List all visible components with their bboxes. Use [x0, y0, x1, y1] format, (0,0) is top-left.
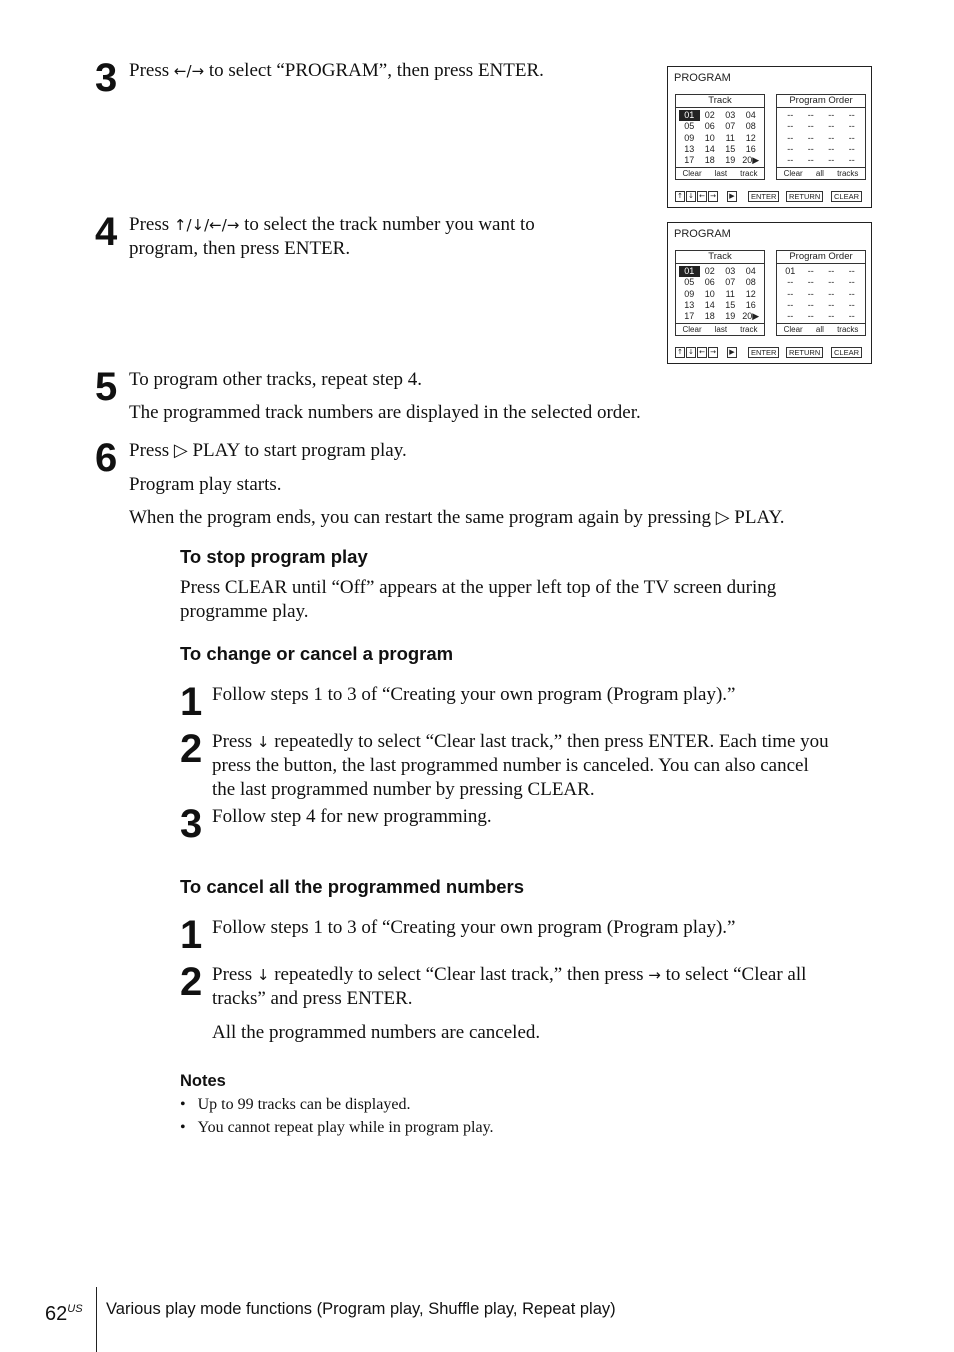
grid-cell: -- [787, 299, 794, 310]
program-screen-before [667, 66, 872, 208]
step-text: Follow steps 1 to 3 of “Creating your own program (Program play).” [212, 917, 736, 938]
grid-cell: -- [848, 266, 855, 276]
grid-cell: -- [848, 277, 855, 288]
grid-cell: -- [828, 277, 835, 288]
grid-cell: 19 [725, 155, 736, 166]
page-number: $62^{US}$ [45, 1303, 83, 1325]
step-text: Follow step 4 for new programming. [212, 806, 492, 827]
grid-cell: 03 [725, 266, 736, 276]
program-order-panel [776, 250, 866, 336]
play-icon: ▷ [715, 507, 730, 528]
grid-cell: -- [807, 266, 814, 276]
grid-cell: 07 [725, 277, 736, 288]
grid-cell: 08 [745, 277, 756, 288]
grid-cell: -- [828, 266, 835, 276]
step-3-text [129, 59, 544, 83]
arrow-keys-icon: ↑ ↓ ← → [675, 347, 718, 358]
grid-cell: -- [787, 155, 794, 166]
grid-cell: 06 [704, 121, 715, 132]
grid-cell: 04 [745, 110, 756, 120]
step-text: To program other tracks, repeat step 4. [129, 369, 423, 390]
down-arrow-icon: ↓ [256, 733, 270, 751]
direction-arrows-icon: ↑/↓/←/→ [173, 216, 240, 234]
grid-cell: -- [828, 288, 835, 299]
step-number: 1 [180, 913, 202, 957]
grid-cell: 02 [704, 266, 715, 276]
footer-divider [96, 1287, 97, 1352]
program-order-header: Program Order [777, 251, 865, 264]
grid-cell: -- [807, 299, 814, 310]
grid-cell: -- [828, 121, 835, 132]
screen-title: PROGRAM [674, 72, 731, 84]
grid-cell: -- [848, 311, 855, 322]
grid-cell: 05 [684, 121, 695, 132]
clear-key: CLEAR [831, 191, 862, 202]
grid-cell: -- [828, 311, 835, 322]
clear-all-tracks: Clear all tracks [777, 167, 865, 179]
grid-cell: -- [807, 132, 814, 143]
clear-all-tracks: Clear all tracks [777, 323, 865, 335]
grid-cell: 03 [725, 110, 736, 120]
step-text: The programmed track numbers are displayed in the selected order. [129, 402, 641, 423]
grid-cell: -- [807, 155, 814, 166]
clear-last-track: Clear last track [676, 167, 764, 179]
track-grid [679, 266, 761, 322]
footer-title: Various play mode functions (Program play, Shuffle play, Repeat play) [106, 1300, 616, 1318]
step-text: Press [129, 60, 174, 81]
grid-cell: 12 [745, 132, 756, 143]
grid-cell: 18 [704, 155, 715, 166]
grid-cell: 04 [745, 266, 756, 276]
step-text: Follow steps 1 to 3 of “Creating your own program (Program play).” [212, 684, 736, 705]
grid-cell: 01 [785, 266, 796, 276]
step-number: 2 [180, 727, 202, 771]
program-screen-after [667, 222, 872, 364]
grid-cell: 09 [684, 132, 695, 143]
notes-heading: Notes [180, 1072, 226, 1090]
grid-cell: 14 [704, 143, 715, 154]
grid-cell: -- [828, 155, 835, 166]
play-key-icon: ▶ [727, 191, 737, 202]
left-right-arrow-icon: ←/→ [173, 62, 205, 80]
grid-cell: -- [848, 155, 855, 166]
grid-cell: 16 [745, 143, 756, 154]
grid-cell: 20▶ [742, 311, 760, 322]
grid-cell: 13 [684, 143, 695, 154]
grid-cell: 18 [704, 311, 715, 322]
step-text: When the program ends, you can restart the same program again by pressing ▷ PLAY. [129, 507, 785, 528]
grid-cell: 10 [704, 132, 715, 143]
section-heading: To change or cancel a program [180, 643, 454, 664]
grid-cell: 17 [684, 311, 695, 322]
grid-cell: 10 [704, 288, 715, 299]
step-number: 5 [95, 365, 117, 409]
grid-cell: -- [787, 132, 794, 143]
grid-cell: -- [787, 277, 794, 288]
step-text: Program play starts. [129, 474, 282, 495]
note-item: • Up to 99 tracks can be displayed. [180, 1096, 411, 1113]
grid-cell: -- [807, 311, 814, 322]
grid-cell: -- [828, 143, 835, 154]
step-number: 6 [95, 436, 117, 480]
section-heading: To cancel all the programmed numbers [180, 876, 525, 897]
grid-cell: -- [787, 311, 794, 322]
grid-cell: -- [787, 288, 794, 299]
step-text: to select the track number you want to [239, 214, 535, 235]
grid-cell: 19 [725, 311, 736, 322]
grid-cell: 07 [725, 121, 736, 132]
grid-cell: 09 [684, 288, 695, 299]
note-item: • You cannot repeat play while in program play. [180, 1119, 494, 1136]
grid-cell: -- [848, 288, 855, 299]
grid-cell: -- [787, 121, 794, 132]
clear-key: CLEAR [831, 347, 862, 358]
screen-button-row [675, 191, 865, 202]
step-6-text: Press ▷ PLAY to start program play. [129, 440, 407, 461]
grid-cell: -- [828, 299, 835, 310]
arrow-keys-icon: ↑ ↓ ← → [675, 191, 718, 202]
grid-cell: -- [807, 143, 814, 154]
grid-cell: -- [787, 110, 794, 120]
step-number: 3 [95, 56, 117, 100]
grid-cell: 11 [725, 132, 735, 143]
grid-cell: -- [807, 110, 814, 120]
grid-cell: -- [807, 288, 814, 299]
step-4-text [129, 213, 535, 261]
track-grid [679, 110, 761, 166]
grid-cell: 02 [704, 110, 715, 120]
step-text: Press ↓ repeatedly to select “Clear last track,” then press → to select “Clear all tracks” and press ENTER. [212, 964, 807, 1009]
step-text: Press ↓ repeatedly to select “Clear last track,” then press ENTER. Each time you press the button, the last programmed number is canceled. You can also cancel the last programmed number by pressing CLEAR. [212, 731, 829, 800]
grid-cell: 13 [684, 299, 695, 310]
grid-cell: 17 [684, 155, 695, 166]
grid-cell: 01 [679, 110, 700, 121]
grid-cell: 15 [725, 299, 736, 310]
grid-cell: -- [848, 132, 855, 143]
play-key-icon: ▶ [727, 347, 737, 358]
section-text: Press CLEAR until “Off” appears at the upper left top of the TV screen during programme play. [180, 577, 777, 622]
grid-cell: -- [828, 132, 835, 143]
grid-cell: 01 [679, 266, 700, 277]
step-number: 3 [180, 802, 202, 846]
step-number: 4 [95, 210, 117, 254]
step-text: Press [129, 214, 174, 235]
track-header: Track [676, 251, 764, 264]
grid-cell: -- [828, 110, 835, 120]
return-key: RETURN [786, 347, 823, 358]
section-heading: To stop program play [180, 546, 368, 567]
track-panel [675, 250, 765, 336]
track-panel [675, 94, 765, 180]
grid-cell: -- [807, 121, 814, 132]
grid-cell: 05 [684, 277, 695, 288]
program-order-grid [780, 110, 862, 166]
grid-cell: -- [848, 299, 855, 310]
grid-cell: -- [787, 143, 794, 154]
track-header: Track [676, 95, 764, 108]
program-order-header: Program Order [777, 95, 865, 108]
grid-cell: 14 [704, 299, 715, 310]
grid-cell: 16 [745, 299, 756, 310]
down-arrow-icon: ↓ [256, 966, 270, 984]
return-key: RETURN [786, 191, 823, 202]
enter-key: ENTER [748, 191, 779, 202]
step-number: 1 [180, 680, 202, 724]
grid-cell: 08 [745, 121, 756, 132]
grid-cell: -- [807, 277, 814, 288]
enter-key: ENTER [748, 347, 779, 358]
grid-cell: 20▶ [742, 155, 760, 166]
grid-cell: -- [848, 121, 855, 132]
step-text: to select “PROGRAM”, then press ENTER. [204, 60, 544, 81]
grid-cell: 06 [704, 277, 715, 288]
program-order-grid [780, 266, 862, 322]
play-icon: ▷ [173, 440, 188, 461]
program-order-panel [776, 94, 866, 180]
step-text: All the programmed numbers are canceled. [212, 1022, 541, 1043]
right-arrow-icon: → [648, 966, 661, 984]
grid-cell: -- [848, 110, 855, 120]
screen-title: PROGRAM [674, 228, 731, 240]
clear-last-track: Clear last track [676, 323, 764, 335]
grid-cell: 12 [745, 288, 756, 299]
grid-cell: -- [848, 143, 855, 154]
grid-cell: 15 [725, 143, 736, 154]
grid-cell: 11 [725, 288, 735, 299]
step-text: program, then press ENTER. [129, 238, 351, 259]
screen-button-row [675, 347, 865, 358]
step-number: 2 [180, 960, 202, 1004]
